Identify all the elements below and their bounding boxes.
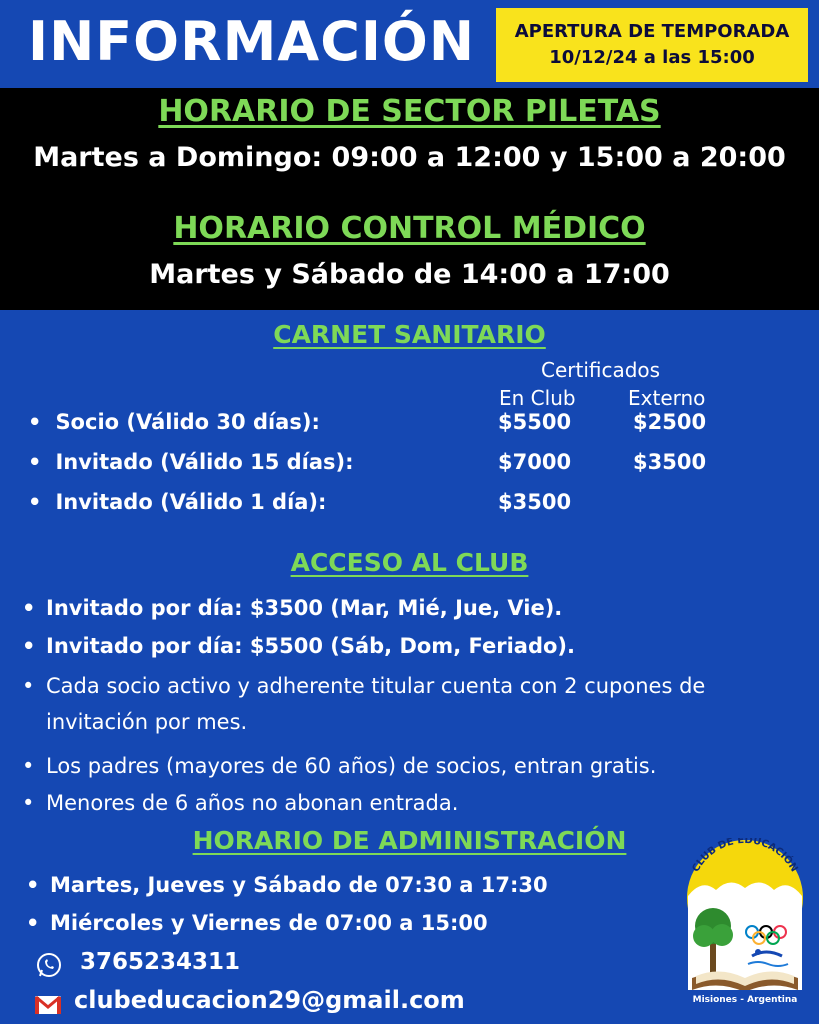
gmail-icon — [34, 994, 62, 1016]
acceso-item-text: Cada socio activo y adherente titular cuenta con 2 cupones de — [46, 674, 706, 698]
carnet-row-club-price: $5500 — [498, 410, 572, 434]
acceso-heading: ACCESO AL CLUB — [290, 548, 529, 577]
logo-arc-text: CLUB DE EDUCACIÓN — [690, 838, 800, 874]
carnet-row-club-price: $3500 — [498, 490, 572, 514]
apertura-date: 10/12/24 a las 15:00 — [549, 47, 755, 68]
carnet-row-externo-price: $3500 — [633, 450, 707, 474]
carnet-row-externo-price: $2500 — [633, 410, 707, 434]
administracion-item: • Miércoles y Viernes de 07:00 a 15:00 — [26, 911, 488, 935]
acceso-item-text: Invitado por día: $3500 (Mar, Mié, Jue, Vie). — [46, 596, 563, 620]
acceso-item: • Cada socio activo y adherente titular cuenta con 2 cupones de — [22, 674, 706, 698]
carnet-row-label: • Invitado (Válido 15 días): — [28, 450, 354, 474]
piletas-heading: HORARIO DE SECTOR PILETAS — [158, 94, 661, 129]
apertura-line1: APERTURA DE TEMPORADA — [514, 21, 790, 42]
carnet-row-label: • Invitado (Válido 1 día): — [28, 490, 326, 514]
certificados-label: Certificados — [541, 358, 661, 382]
control-medico-schedule: Martes y Sábado de 14:00 a 17:00 — [149, 259, 670, 290]
acceso-item: • Los padres (mayores de 60 años) de socios, entran gratis. — [22, 754, 657, 778]
administracion-item-text: Martes, Jueves y Sábado de 07:30 a 17:30 — [50, 873, 548, 897]
acceso-item: • Invitado por día: $5500 (Sáb, Dom, Feriado). — [22, 634, 575, 658]
acceso-item: • Menores de 6 años no abonan entrada. — [22, 791, 459, 815]
apertura-badge — [496, 8, 808, 82]
acceso-item-text: Menores de 6 años no abonan entrada. — [46, 791, 459, 815]
piletas-schedule: Martes a Domingo: 09:00 a 12:00 y 15:00 a 20:00 — [33, 142, 786, 173]
column-externo: Externo — [628, 386, 706, 410]
administracion-heading: HORARIO DE ADMINISTRACIÓN — [192, 826, 627, 855]
phone-number[interactable]: 3765234311 — [80, 949, 241, 975]
carnet-row-club-price: $7000 — [498, 450, 572, 474]
page-title: INFORMACIÓN — [28, 10, 476, 73]
carnet-row-label: • Socio (Válido 30 días): — [28, 410, 320, 434]
acceso-item-text: Invitado por día: $5500 (Sáb, Dom, Feriado). — [46, 634, 575, 658]
logo-footer-text: Misiones - Argentina — [692, 995, 798, 1005]
acceso-item-text: Los padres (mayores de 60 años) de socios, entran gratis. — [46, 754, 657, 778]
acceso-item-continuation: invitación por mes. — [46, 710, 248, 734]
carnet-heading: CARNET SANITARIO — [273, 320, 546, 349]
email-address[interactable]: clubeducacion29@gmail.com — [74, 986, 465, 1014]
whatsapp-icon — [36, 952, 62, 978]
acceso-item: • Invitado por día: $3500 (Mar, Mié, Jue, Vie). — [22, 596, 563, 620]
column-en-club: En Club — [499, 386, 576, 410]
club-logo — [682, 838, 808, 1008]
control-medico-heading: HORARIO CONTROL MÉDICO — [173, 211, 646, 246]
administracion-item-text: Miércoles y Viernes de 07:00 a 15:00 — [50, 911, 488, 935]
administracion-item: • Martes, Jueves y Sábado de 07:30 a 17:30 — [26, 873, 548, 897]
